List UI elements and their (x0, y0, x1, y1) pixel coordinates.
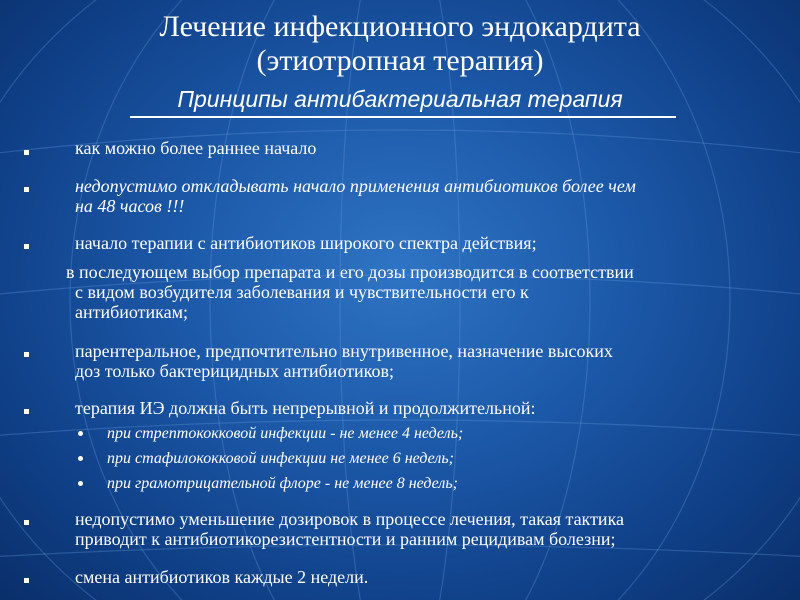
round-bullet-icon (78, 456, 83, 461)
subtitle-underline (130, 116, 676, 118)
bullet-item-no-delay-line-1: недопустимо откладывать начало применения антибиотиков более чем (75, 176, 636, 196)
square-bullet-icon (24, 578, 29, 583)
square-bullet-icon (24, 409, 29, 414)
square-bullet-icon (24, 352, 29, 357)
slide-title-line-2: (этиотропная терапия) (256, 44, 544, 77)
square-bullet-icon (24, 187, 29, 192)
slide-title-line-1: Лечение инфекционного эндокардита (159, 10, 641, 43)
square-bullet-icon (24, 150, 29, 155)
sub-bullet-staphylococcal: при стафилококковой инфекции не менее 6 недель; (107, 450, 454, 467)
bullet-item-no-dose-reduction-line-1: недопустимо уменьшение дозировок в процессе лечения, такая тактика (75, 509, 625, 529)
bullet-item-broad-spectrum: начало терапии с антибиотиков широкого спектра действия; (75, 233, 537, 253)
bullet-continuation-line-3: антибиотикам; (75, 302, 189, 322)
round-bullet-icon (78, 431, 83, 436)
square-bullet-icon (24, 244, 29, 249)
round-bullet-icon (78, 481, 83, 486)
slide-subtitle: Принципы антибактериальная терапия (177, 86, 623, 112)
bullet-item-continuous-therapy: терапия ИЭ должна быть непрерывной и продолжительной: (75, 398, 536, 418)
sub-bullet-gram-negative: при грамотрицательной флоре - не менее 8 недель; (107, 475, 458, 492)
bullet-item-no-delay-line-2: на 48 часов !!! (75, 196, 185, 216)
square-bullet-icon (24, 520, 29, 525)
bullet-item-parenteral-line-2: доз только бактерицидных антибиотиков; (75, 361, 394, 381)
bullet-item-antibiotic-change: смена антибиотиков каждые 2 недели. (75, 567, 369, 587)
bullet-item-no-dose-reduction-line-2: приводит к антибиотикорезистентности и ранним рецидивам болезни; (75, 529, 616, 549)
bullet-item-parenteral-line-1: парентеральное, предпочтительно внутривенное, назначение высоких (75, 341, 613, 361)
bullet-item-early-start: как можно более раннее начало (75, 138, 317, 158)
sub-bullet-streptococcal: при стрептококковой инфекции - не менее 4 недель; (107, 425, 464, 442)
bullet-continuation-line-2: с видом возбудителя заболевания и чувствительности его к (75, 282, 529, 302)
bullet-continuation-line-1: в последующем выбор препарата и его дозы производится в соответствии (66, 262, 634, 282)
